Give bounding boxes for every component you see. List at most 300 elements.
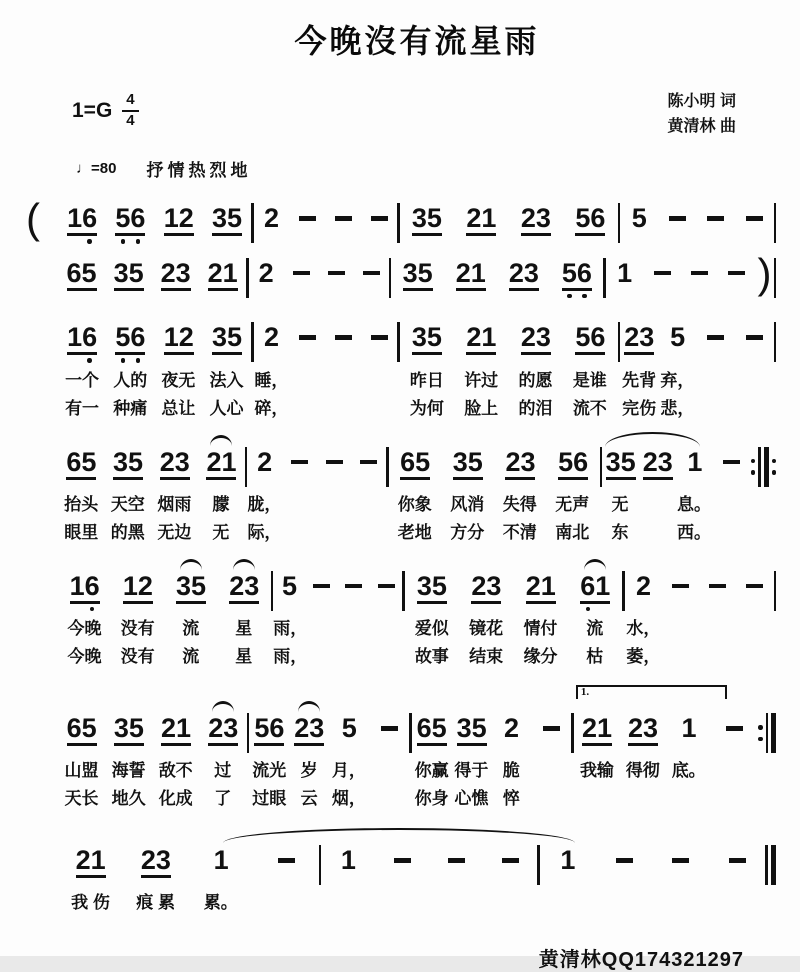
beat-slot [563, 322, 617, 355]
note-digit: 1 [67, 203, 83, 233]
beat-slot [203, 203, 251, 244]
lyric-measure [400, 398, 617, 419]
lyric-measure [254, 370, 397, 391]
note-group [509, 258, 539, 299]
duration-dash [709, 584, 726, 589]
note-digit: 3 [309, 713, 325, 743]
beat-slot [188, 845, 253, 878]
octave-dot-cell [115, 358, 130, 363]
lyric-slot [459, 618, 513, 639]
lyric-syllable: 了 [214, 789, 232, 808]
note-group [580, 571, 610, 612]
lyric-syllable: 雨， [273, 647, 308, 666]
lyric-slot [247, 522, 282, 543]
beat-slot [249, 258, 284, 288]
lyric-slot [662, 646, 699, 667]
note-digit: 1 [221, 446, 237, 477]
note-group [259, 258, 274, 288]
note-digit: 5 [426, 322, 442, 352]
duration-dash [371, 335, 388, 340]
lyric-line-2 [58, 646, 776, 667]
lyric-slot [405, 618, 459, 639]
note-group [115, 203, 145, 244]
note [282, 571, 297, 601]
lyric-slot [58, 494, 105, 515]
note-group [160, 447, 190, 480]
beamed-notes [400, 447, 430, 480]
note-digit: 1 [67, 322, 83, 352]
note-group [543, 713, 560, 746]
lyric-slot [652, 892, 708, 913]
lyric-slot [105, 788, 152, 809]
lyric-syllable: 悲， [660, 398, 695, 418]
beat-slot [735, 322, 773, 355]
note-group [400, 447, 430, 480]
note-group [562, 258, 592, 299]
beat-slot [325, 203, 361, 233]
lyric-slot [106, 398, 154, 419]
beamed-notes [505, 447, 535, 480]
lyric-measure [602, 494, 750, 515]
note-group [582, 713, 612, 746]
lyric-measure [400, 370, 617, 391]
note-group [208, 713, 238, 746]
beat-slot [509, 322, 563, 355]
beamed-notes [113, 447, 143, 480]
lyric-measure [247, 522, 385, 543]
duration-dash [291, 460, 308, 465]
note [264, 203, 279, 233]
score-system-intro-upper [26, 195, 776, 244]
note-group [326, 447, 343, 477]
note-group [636, 571, 651, 601]
note-digit: 3 [402, 257, 418, 288]
lyric-slot [105, 522, 152, 543]
lyric-slot [625, 646, 662, 667]
note-digit: 2 [624, 322, 640, 352]
beat-slot [289, 203, 325, 233]
lyric-syllable: 际， [247, 522, 282, 542]
beat-slot [105, 258, 152, 291]
note-digit: 6 [84, 570, 100, 601]
note-digit: 5 [81, 446, 97, 477]
measure [273, 571, 402, 601]
notes-row [26, 195, 776, 244]
note-digit: 6 [416, 713, 432, 743]
lyric-measure [58, 892, 318, 913]
note-group [341, 845, 356, 875]
lyric-slot [58, 646, 111, 667]
note-group [115, 322, 145, 363]
note-group [746, 203, 763, 233]
note-digit: 3 [113, 257, 129, 288]
lyric-slot [602, 494, 639, 515]
beat-slot [247, 447, 282, 477]
lyric-slot [164, 618, 217, 639]
lyric-slot [513, 618, 567, 639]
beamed-notes [453, 447, 483, 480]
measure [254, 322, 398, 352]
lyric-slot [666, 760, 712, 781]
note-group [471, 571, 501, 612]
lyric-measure [574, 788, 757, 809]
lyric-slot [329, 760, 369, 781]
notes-row [58, 571, 776, 612]
note-digit: 2 [159, 446, 175, 477]
lyric-line-2 [58, 788, 776, 809]
lyric-measure [405, 646, 622, 667]
lyric-measure [405, 618, 622, 639]
bar-thick [764, 447, 769, 487]
lyric-syllable: 海誓 [111, 761, 146, 780]
lyric-syllable: 星 [235, 647, 253, 666]
lyric-slot [307, 618, 338, 639]
lyric-slot [696, 370, 734, 391]
lyric-slot [662, 618, 699, 639]
lyric-syllable: 累。 [203, 893, 238, 912]
beat-slot [254, 845, 319, 878]
note-digit: 2 [520, 203, 536, 233]
lyric-syllable: 得于 [454, 761, 489, 780]
octave-dot-cell [67, 239, 82, 244]
note-digit: 1 [163, 203, 179, 233]
lyric-syllable: 故事 [414, 647, 449, 666]
note-digit: 3 [642, 713, 659, 743]
phrase-slur [223, 828, 575, 843]
note-digit: 5 [254, 713, 270, 743]
note-digit: 1 [90, 845, 106, 875]
note-digit: 2 [208, 713, 224, 743]
lyric-slot [152, 788, 199, 809]
duration-dash [543, 726, 560, 731]
note-digit: 3 [211, 203, 228, 233]
lyric-syllable: 得彻 [625, 761, 660, 780]
octave-dot [136, 239, 141, 244]
lyric-syllable: 弃， [660, 370, 695, 390]
lyric-syllable: 水， [626, 619, 661, 638]
beamed-notes [643, 447, 673, 480]
lyric-syllable: 月， [331, 761, 366, 780]
lyric-measure [58, 646, 270, 667]
lyric-slot [735, 398, 773, 419]
beat-slot [369, 713, 409, 746]
note-group [448, 845, 465, 875]
lyric-slot [699, 618, 736, 639]
note-group [558, 447, 588, 480]
lyric-slot [351, 494, 386, 515]
note-digit: 1 [681, 713, 697, 743]
lyric-measure [273, 618, 401, 639]
note-digit: 2 [505, 446, 521, 477]
lyric-syllable: 的泪 [518, 398, 553, 418]
octave-dot-cell [595, 607, 610, 612]
lyric-line-2 [58, 398, 776, 419]
note-digit: 2 [636, 570, 652, 601]
lyric-syllable: 没有 [120, 619, 155, 638]
note-group [208, 258, 238, 291]
credits [668, 90, 736, 140]
beamed-notes [164, 203, 194, 236]
note-digit: 5 [431, 570, 447, 601]
beat-slot [712, 713, 758, 746]
measure [58, 203, 251, 244]
measure [574, 686, 758, 746]
beamed-notes [123, 571, 153, 604]
note-digit: 1 [69, 570, 85, 601]
note-digit: 5 [128, 713, 144, 743]
measure [391, 258, 603, 299]
note-digit: 2 [455, 257, 471, 288]
beat-slot [203, 322, 251, 363]
composer-credit: 黄清林 曲 [667, 117, 736, 135]
note-digit: 3 [175, 257, 191, 288]
beamed-notes [114, 258, 144, 291]
beamed-notes [164, 322, 194, 355]
note-group [643, 447, 673, 480]
note-group [726, 713, 743, 746]
beamed-notes [206, 447, 236, 480]
lyric-measure [412, 760, 571, 781]
note [670, 322, 685, 352]
note-digit: 5 [226, 322, 243, 352]
lyric-slot [188, 892, 253, 913]
octave-dot-cell [580, 607, 595, 612]
beat-slot [658, 322, 696, 355]
note-digit: 3 [535, 203, 551, 233]
duration-dash [360, 460, 377, 465]
lyric-syllable: 结束 [469, 647, 504, 666]
lyric-syllable: 化成 [158, 789, 193, 808]
lyric-syllable: 爱似 [414, 619, 449, 638]
note-group [214, 845, 229, 878]
lyric-slot [151, 494, 198, 515]
lyric-slot [602, 522, 639, 543]
note-digit: 1 [596, 713, 613, 743]
beat-slot [218, 571, 271, 612]
note-group [624, 322, 654, 355]
bar-thick [771, 713, 776, 753]
octave-dot-cell [82, 358, 97, 363]
slur-caret [212, 701, 234, 712]
note-digit: 2 [466, 203, 482, 233]
lyric-measure [58, 398, 251, 419]
duration-dash [394, 858, 411, 863]
lyric-slot [58, 618, 111, 639]
note-group [313, 571, 330, 601]
lyric-slot [596, 892, 652, 913]
lyric-slot [699, 646, 736, 667]
note [632, 203, 647, 233]
beamed-notes [114, 713, 144, 746]
beat-slot [329, 713, 369, 746]
lyric-syllable: 烟， [331, 789, 366, 808]
lyric-slot [123, 892, 188, 913]
lyric-slot [339, 618, 370, 639]
note-digit: 3 [411, 203, 427, 233]
note-group [345, 571, 362, 601]
note-digit: 5 [281, 570, 298, 601]
note-digit: 1 [687, 446, 703, 477]
beat-slot [249, 713, 289, 746]
bar-thin [766, 713, 769, 753]
lyric-syllable: 痕 累 [136, 893, 175, 912]
beamed-notes [558, 447, 588, 480]
beamed-notes [580, 571, 610, 604]
note-group [257, 447, 272, 477]
lyric-slot [199, 760, 246, 781]
beat-slot [454, 322, 508, 355]
beat-slot [568, 571, 622, 612]
note-digit: 2 [178, 203, 194, 233]
lyric-slot [151, 522, 198, 543]
beat-slot [736, 571, 773, 601]
octave-dot [121, 239, 126, 244]
lyric-measure [540, 892, 765, 913]
lyric-slot [620, 788, 666, 809]
beat-slot [105, 447, 152, 480]
beat-slot [596, 845, 652, 875]
note-digit: 5 [620, 446, 636, 477]
lyric-slot [289, 398, 325, 419]
note-digit: 3 [211, 322, 228, 352]
note-group [729, 845, 746, 875]
note-digit: 1 [163, 322, 179, 352]
barline [774, 258, 777, 298]
beat-slot [391, 258, 444, 299]
score-system-verse-line-2 [58, 447, 776, 543]
lyric-slot [441, 522, 494, 543]
beat-slot [58, 713, 105, 746]
lyric-slot [370, 646, 401, 667]
note-group [254, 713, 284, 746]
lyric-measure [620, 370, 773, 391]
repeat-dot [772, 459, 777, 464]
lyric-syllable: 星 [235, 619, 253, 638]
lyric-slot [58, 892, 123, 913]
beat-slot [325, 322, 361, 352]
lyric-syllable: 云 [300, 789, 318, 808]
beamed-notes [562, 258, 592, 291]
beat-slot [106, 203, 154, 244]
lyric-slot [405, 646, 459, 667]
beat-slot [282, 447, 317, 477]
octave-dots [562, 294, 592, 299]
notes-row [58, 322, 776, 363]
note-group [176, 571, 206, 612]
note-group [654, 258, 671, 288]
note-group [161, 713, 191, 746]
note-group [505, 447, 535, 480]
beat-slot [574, 713, 620, 746]
beat-slot [662, 571, 699, 601]
beamed-notes [115, 203, 145, 236]
lyric-slot [400, 398, 454, 419]
octave-dot [567, 294, 572, 299]
beat-slot [639, 447, 676, 480]
note-group [575, 322, 605, 355]
lyric-slot [254, 370, 290, 391]
lyric-slot [58, 522, 105, 543]
note-group [206, 447, 236, 480]
lyric-syllable: 息。 [677, 494, 711, 514]
note-group [161, 258, 191, 291]
beat-slot [317, 447, 352, 477]
beat-slot [400, 203, 454, 236]
lyric-slot [658, 370, 696, 391]
note-group [294, 713, 324, 746]
octave-dot [90, 607, 95, 612]
beat-slot [676, 447, 713, 480]
note-digit: 2 [466, 322, 482, 352]
lyric-slot [253, 892, 318, 913]
lyric-slot [316, 494, 351, 515]
slur-caret [210, 435, 232, 446]
measure [249, 713, 409, 746]
note-group [417, 713, 447, 746]
octave-dot-cell [70, 607, 85, 612]
expression-marking: 抒情热烈地 [146, 161, 252, 180]
lyric-slot [620, 760, 666, 781]
lyric-slot [289, 788, 329, 809]
lyric-slot [513, 646, 567, 667]
measure [412, 713, 572, 746]
beat-slot [547, 447, 600, 480]
lyric-slot [658, 398, 696, 419]
note-group [617, 258, 632, 288]
note-digit: 5 [558, 446, 574, 477]
bar-thin [758, 447, 761, 487]
note-digit: 2 [520, 322, 536, 352]
beamed-notes [457, 713, 487, 746]
octave-dots [115, 358, 145, 363]
octave-dot-cell [85, 607, 100, 612]
lyric-syllable: 为何 [409, 398, 444, 418]
lyric-syllable: 烟雨 [157, 494, 192, 514]
beat-slot [620, 322, 658, 355]
beamed-notes [208, 713, 238, 746]
note-group [342, 713, 357, 746]
duration-dash [328, 271, 345, 276]
lyric-slot [316, 522, 351, 543]
lyric-syllable: 萎， [626, 647, 661, 666]
lyric-syllable: 天空 [110, 494, 145, 514]
beamed-notes [403, 258, 433, 291]
repeat-dots [758, 713, 763, 753]
duration-dash [335, 335, 352, 340]
note-digit: 3 [520, 446, 536, 477]
beat-slot [164, 571, 217, 612]
beat-slot [643, 258, 680, 288]
lyric-syllable: 完伤 [622, 398, 657, 418]
duration-dash [278, 858, 295, 863]
note-digit: 3 [605, 446, 621, 477]
lyric-syllable: 睡， [254, 370, 289, 390]
beat-slot [155, 322, 203, 363]
beat-slot [370, 571, 402, 601]
beamed-notes [67, 713, 97, 746]
note-group [264, 203, 279, 233]
beat-slot [319, 258, 354, 288]
lyric-syllable: 流光 [252, 761, 287, 780]
lyric-syllable: 失得 [502, 494, 537, 514]
beamed-notes [161, 713, 191, 746]
repeat-dot [772, 470, 777, 475]
duration-dash [363, 271, 380, 276]
measure [58, 713, 247, 746]
note-digit: 6 [590, 203, 606, 233]
octave-dot-cell [562, 294, 577, 299]
octave-dots [115, 239, 145, 244]
